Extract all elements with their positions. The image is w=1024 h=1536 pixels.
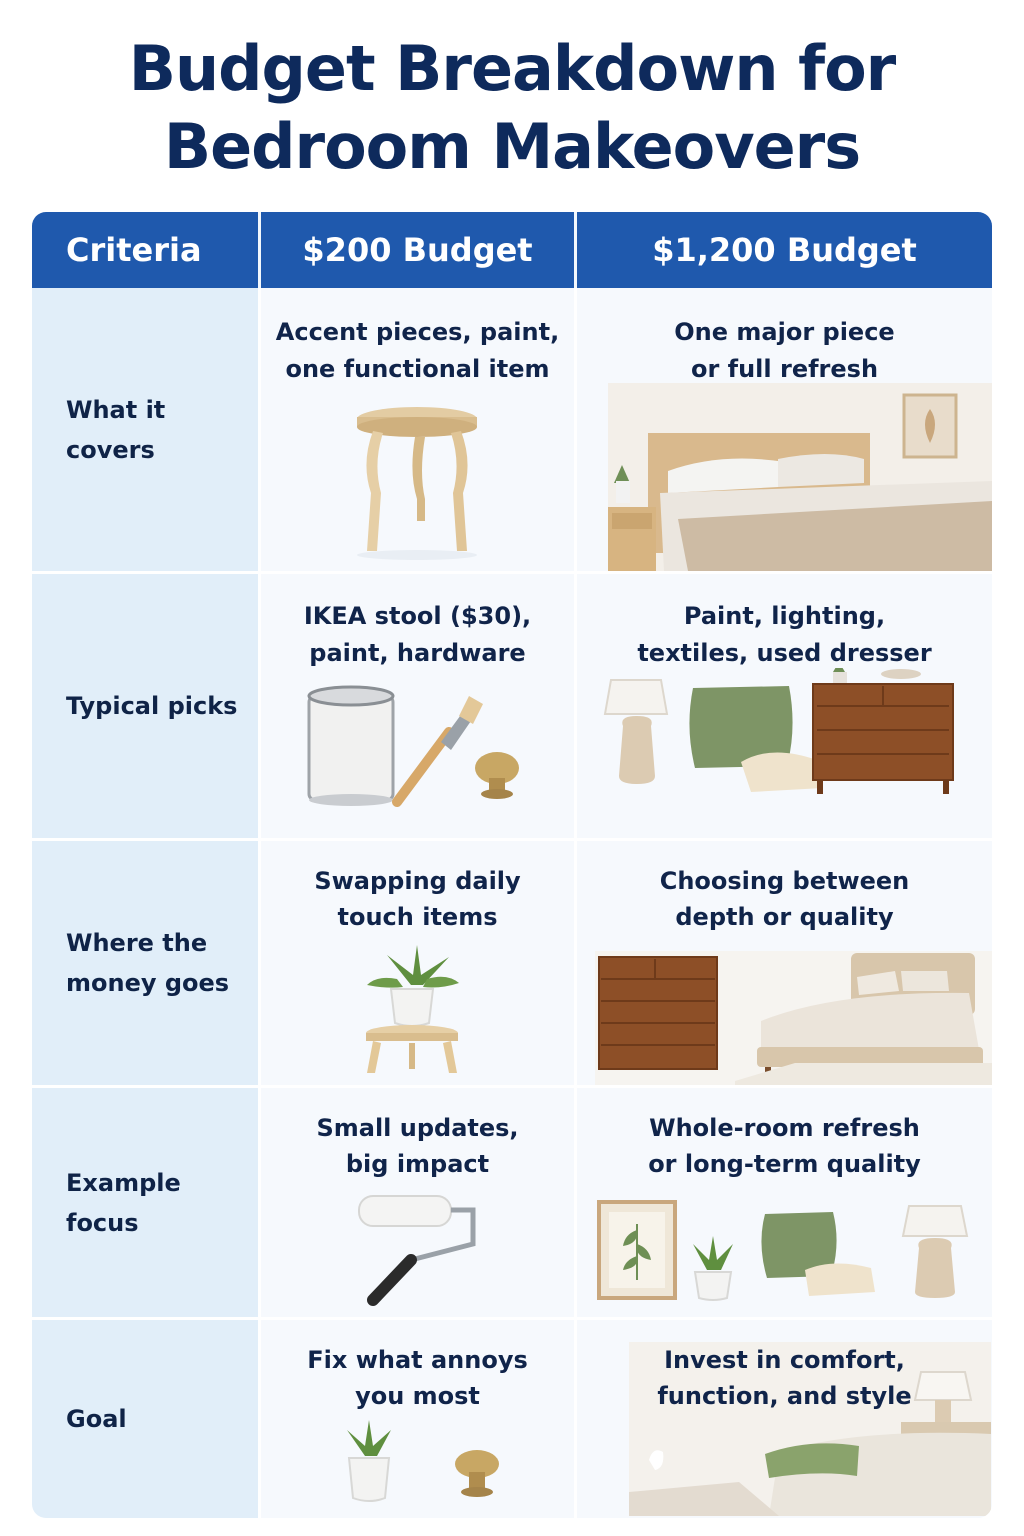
title-line-2: Bedroom Makeovers [163, 110, 861, 183]
small-budget-cell: Swapping daily touch items [261, 841, 574, 1085]
bedroom-bed-icon [608, 383, 992, 571]
paint-can-brush-knob-icon [301, 682, 551, 812]
criteria-cell: Where the money goes [32, 841, 258, 1085]
budget-table [32, 212, 992, 1518]
lamp-pillow-throw-dresser-icon [601, 668, 983, 838]
header-budget-large: $1,200 Budget [577, 212, 992, 288]
title-line-1: Budget Breakdown for [128, 32, 896, 105]
header-budget-small: $200 Budget [261, 212, 574, 288]
large-budget-cell: Paint, lighting, textiles, used dresser [577, 574, 992, 838]
large-budget-cell: One major piece or full refresh [577, 288, 992, 571]
wooden-stool-icon [337, 403, 497, 563]
table-row [32, 1320, 992, 1518]
small-budget-cell: IKEA stool ($30), paint, hardware [261, 574, 574, 838]
criteria-cell: Example focus [32, 1088, 258, 1317]
header-criteria: Criteria [32, 212, 258, 288]
small-budget-cell: Small updates, big impact [261, 1088, 574, 1317]
page-title [0, 30, 1024, 186]
plant-on-stool-icon [357, 945, 467, 1077]
criteria-cell: Goal [32, 1320, 258, 1518]
table-row [32, 574, 992, 838]
frame-plant-pillow-lamp-icon [597, 1200, 977, 1310]
small-budget-cell: Fix what annoys you most [261, 1320, 574, 1518]
table-row [32, 1088, 992, 1317]
dresser-and-bed-icon [595, 951, 992, 1085]
paint-roller-icon [349, 1188, 489, 1308]
large-budget-cell: Whole-room refresh or long-term quality [577, 1088, 992, 1317]
table-row [32, 841, 992, 1085]
large-budget-cell: Invest in comfort, function, and style [577, 1320, 992, 1518]
criteria-cell: What it covers [32, 288, 258, 571]
plant-and-knob-icon [337, 1420, 507, 1506]
large-budget-cell: Choosing between depth or quality [577, 841, 992, 1085]
small-budget-cell: Accent pieces, paint, one functional item [261, 288, 574, 571]
criteria-cell: Typical picks [32, 574, 258, 838]
table-row [32, 288, 992, 571]
